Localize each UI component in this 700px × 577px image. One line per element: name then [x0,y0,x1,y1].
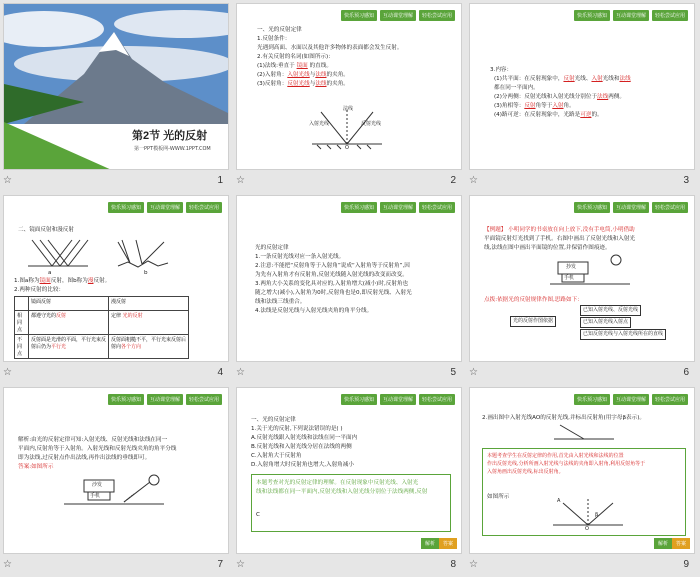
text-line: 即为法线,过反射点作出法线,再作出法线的垂线即可。 [18,455,151,461]
tab-apply[interactable]: 轻松尝试应用 [652,202,688,213]
star-icon[interactable]: ☆ [3,559,12,570]
label-a: A [557,498,561,504]
label-reflected: 反射光线 [361,121,382,127]
text-line: 光遇到高面、水面以及其他许多物体的表面都会发生反射。 [257,45,403,51]
tab-bar [574,394,688,405]
slide-3[interactable] [469,3,695,170]
slide-number: 5 [450,367,456,378]
sofa-diagram [550,254,630,288]
star-icon[interactable]: ☆ [236,559,245,570]
text-line: 为先有入射角才有反射角,反射光线随入射光线的改变而改变。 [255,272,408,278]
star-icon[interactable]: ☆ [236,175,245,186]
text-line: (2)入射角：入射光线与法线的夹角。 [257,72,349,78]
slide-9[interactable] [469,387,695,554]
tab-apply[interactable]: 轻松尝试应用 [419,202,455,213]
slide-cell-4[interactable] [0,192,233,384]
slide-6[interactable] [469,195,695,362]
tab-bar [341,202,455,213]
text-line: 都在同一平面内。 [494,85,539,91]
tab-class[interactable]: 互动课堂理解 [147,394,183,405]
tab-class[interactable]: 互动课堂理解 [613,10,649,21]
slide-2[interactable] [236,3,462,170]
star-icon[interactable]: ☆ [236,367,245,378]
text-line: 3.内容： [490,67,513,73]
explanation-line: 线和法线都在同一平面内,反射光线和入射光线分别位于法线两侧,反射 [256,489,428,495]
slide-5[interactable] [236,195,462,362]
tab-bar [341,10,455,21]
presentation-title: 第2节 光的反射 [132,130,208,142]
table-header: 漫反射 [109,297,189,311]
explanation-box [482,448,686,536]
tab-class[interactable]: 互动课堂理解 [380,394,416,405]
label-incident: 入射光线 [309,121,330,127]
tab-bar [574,10,688,21]
text-line: 【例题】 小明同学的书桌放在向上放下,没有手电筒,小明借助 [484,227,635,233]
mountain-image [4,4,229,124]
text-line: 点拨:依据光的反射规律作图,思路如下： [484,297,583,303]
slide-number: 6 [683,367,689,378]
text-line: 随之增大(减小),入射角为0时,反射角也是0,即反射光线、入射光 [255,290,412,296]
answer-button[interactable]: 答案 [439,538,457,549]
text-line: (3)反射角：反射光线与法线的夹角。 [257,81,349,87]
table-row: 相同点 都遵守光的反射 定律 光的反射 [15,311,189,335]
slide-8[interactable] [236,387,462,554]
star-icon[interactable]: ☆ [3,175,12,186]
explanation-line: 本题考查学生在反射定律的作用,首先由入射光线和法线的位置 [487,453,624,459]
tab-bar [574,202,688,213]
answer-text: 如图所示 [487,494,510,500]
tab-preview[interactable]: 快乐预习感知 [108,394,144,405]
flow-item: 已知入射光线、反射光线 [580,305,641,316]
tab-bar [108,202,222,213]
tab-apply[interactable]: 轻松尝试应用 [186,202,222,213]
answer-diagram [64,472,164,510]
explanation-line: 本题考查对光的反射定律的理解。在反射现象中反射光线、入射光 [256,480,419,486]
answer-button[interactable]: 答案 [672,538,690,549]
comparison-table [14,296,189,359]
text-line: (1)法线:垂直于 镜面 的直线。 [257,63,332,69]
slide-1[interactable] [3,3,229,170]
text-line: 2.有关反射的名词(如图所示)： [257,54,334,60]
answer-bar [654,538,690,549]
table-row: 不同点 反射面是光滑的平面，平行光束反射后仍为平行光 反射面粗糙不平，平行光束反射后射向各个方向 [15,335,189,359]
text-line: 3.两角大小关系的变化具对应的,入射角增大(减小)时,反射角也 [255,281,409,287]
label-normal: 法线 [343,106,354,112]
tab-apply[interactable]: 轻松尝试应用 [186,394,222,405]
question-text: 2.画出图中入射光线AO的反射光线,并标出反射角(用字母β表示)。 [482,415,646,421]
tab-apply[interactable]: 轻松尝试应用 [652,394,688,405]
text-line: 平面镜反射灯光找到了手机。右图中画出了反射光线和入射光 [484,236,636,242]
text-line: 平面内,反射角等于入射角。入射光线和反射光线夹角的角平分线 [18,446,177,452]
tab-preview[interactable]: 快乐预习感知 [574,394,610,405]
explanation-line: 作出反射光线,分析所画入射光线与法线的夹角即入射角,利用反射角等于 [487,461,646,467]
text-line: 解析:由光的反射定律可知:入射光线、反射光线和法线在同一 [18,437,168,443]
answer-text: C [256,512,260,518]
slide-cell-5[interactable] [233,192,466,384]
slide-cell-6[interactable] [466,192,699,384]
label-phone: 手机 [90,493,101,499]
slide-cell-1[interactable] [0,0,233,192]
explanation-line: 入射角画出反射光线,标出反射角。 [487,469,564,475]
text-line: 线,法线在图中画出平面镜的位置,并保留作图痕迹。 [484,245,611,251]
slide-7[interactable] [3,387,229,554]
text-line: 1.一条反射光线对应一条入射光线。 [255,254,345,260]
text-line: 1.反射条件： [257,36,291,42]
heading: 一、光的反射定律 [257,27,302,33]
text-line: 线和法线三线重合。 [255,299,306,305]
tab-preview[interactable]: 快乐预习感知 [108,202,144,213]
tab-preview[interactable]: 快乐预习感知 [341,10,377,21]
slide-number: 9 [683,559,689,570]
option-a: A.反射光线跟入射光线和法线在同一平面内 [251,435,358,441]
tab-bar [341,394,455,405]
text-line: (4)路可逆：在反射现象中，光路是可逆的。 [494,112,603,118]
answer-bar [421,538,457,549]
tab-class[interactable]: 互动课堂理解 [147,202,183,213]
tab-class[interactable]: 互动课堂理解 [613,394,649,405]
text-line: 4.法线是反射光线与入射光线夹角的角平分线。 [255,308,373,314]
tab-class[interactable]: 互动课堂理解 [613,202,649,213]
reflection-figures [18,236,188,272]
table-header: 镜面反射 [29,297,109,311]
flow-item: 已知反射光线与入射光线所在的直线 [580,329,666,340]
flow-root: 光的反射作图依据 [510,316,556,327]
slide-4[interactable] [3,195,229,362]
star-icon[interactable]: ☆ [469,175,478,186]
tab-preview[interactable]: 快乐预习感知 [574,10,610,21]
label-beta: β [595,512,599,518]
slide-number: 8 [450,559,456,570]
presentation-subtitle: 第一PPT模板网-WWW.1PPT.COM [134,146,211,152]
analysis-button[interactable]: 解析 [654,538,672,549]
answer-line: 答案:如图所示 [18,464,54,470]
tab-apply[interactable]: 轻松尝试应用 [419,394,455,405]
label-o: O [345,145,349,151]
heading: 一、光的反射定律 [251,417,296,423]
text-line: 2.注意:不能把“反射角等于入射角”说成“入射角等于反射角”,因 [255,263,410,269]
flow-item: 已知入射光线入射点 [580,317,631,328]
text-line: (2)分两侧：反射光线和入射光线分别位于法线两侧。 [494,94,626,100]
slide-cell-2[interactable] [233,0,466,192]
slide-cell-7[interactable] [0,384,233,576]
text-line: 2.两种反射的比较： [14,287,65,293]
incident-ray-diagram [554,423,614,443]
slide-number: 7 [217,559,223,570]
slide-cell-9[interactable] [466,384,699,576]
star-icon[interactable]: ☆ [3,367,12,378]
table-header [15,297,29,311]
explanation-box [251,474,451,532]
heading: 二、镜面反射和漫反射 [18,227,74,233]
option-c: C.入射角大于反射角 [251,453,302,459]
text-line: (1)共平面：在反射现象中，反射光线、入射光线和法线 [494,76,631,82]
slide-cell-8[interactable] [233,384,466,576]
tab-apply[interactable]: 轻松尝试应用 [419,10,455,21]
tab-class[interactable]: 互动课堂理解 [380,10,416,21]
slide-number: 1 [217,175,223,186]
analysis-button[interactable]: 解析 [421,538,439,549]
fig-label-b: b [144,270,148,276]
slide-number: 3 [683,175,689,186]
fig-label-a: a [48,270,52,276]
heading: 光的反射定律 [255,245,289,251]
text-line: 1.图a称为镜面反射，图b称为漫反射。 [14,278,111,284]
label-sofa: 沙发 [92,482,103,488]
tab-preview[interactable]: 快乐预习感知 [341,394,377,405]
label-o: O [585,526,589,532]
star-icon[interactable]: ☆ [469,559,478,570]
tab-preview[interactable]: 快乐预习感知 [341,202,377,213]
slide-cell-3[interactable] [466,0,699,192]
label-sofa: 抄发 [566,264,577,270]
slide-number: 2 [450,175,456,186]
star-icon[interactable]: ☆ [469,367,478,378]
text-line: (3)角相等：反射角等于入射角。 [494,103,575,109]
slide-number: 4 [217,367,223,378]
tab-bar [108,394,222,405]
tab-apply[interactable]: 轻松尝试应用 [652,10,688,21]
question-text: 1.关于光的反射,下列说法错误的是( ) [251,426,343,432]
option-d: D.入射角增大时反射角也增大,入射角减小 [251,462,354,468]
label-phone: 手机 [564,275,575,281]
tab-class[interactable]: 互动课堂理解 [380,202,416,213]
option-b: B.反射光线和入射光线分居在法线的两侧 [251,444,352,450]
tab-preview[interactable]: 快乐预习感知 [574,202,610,213]
